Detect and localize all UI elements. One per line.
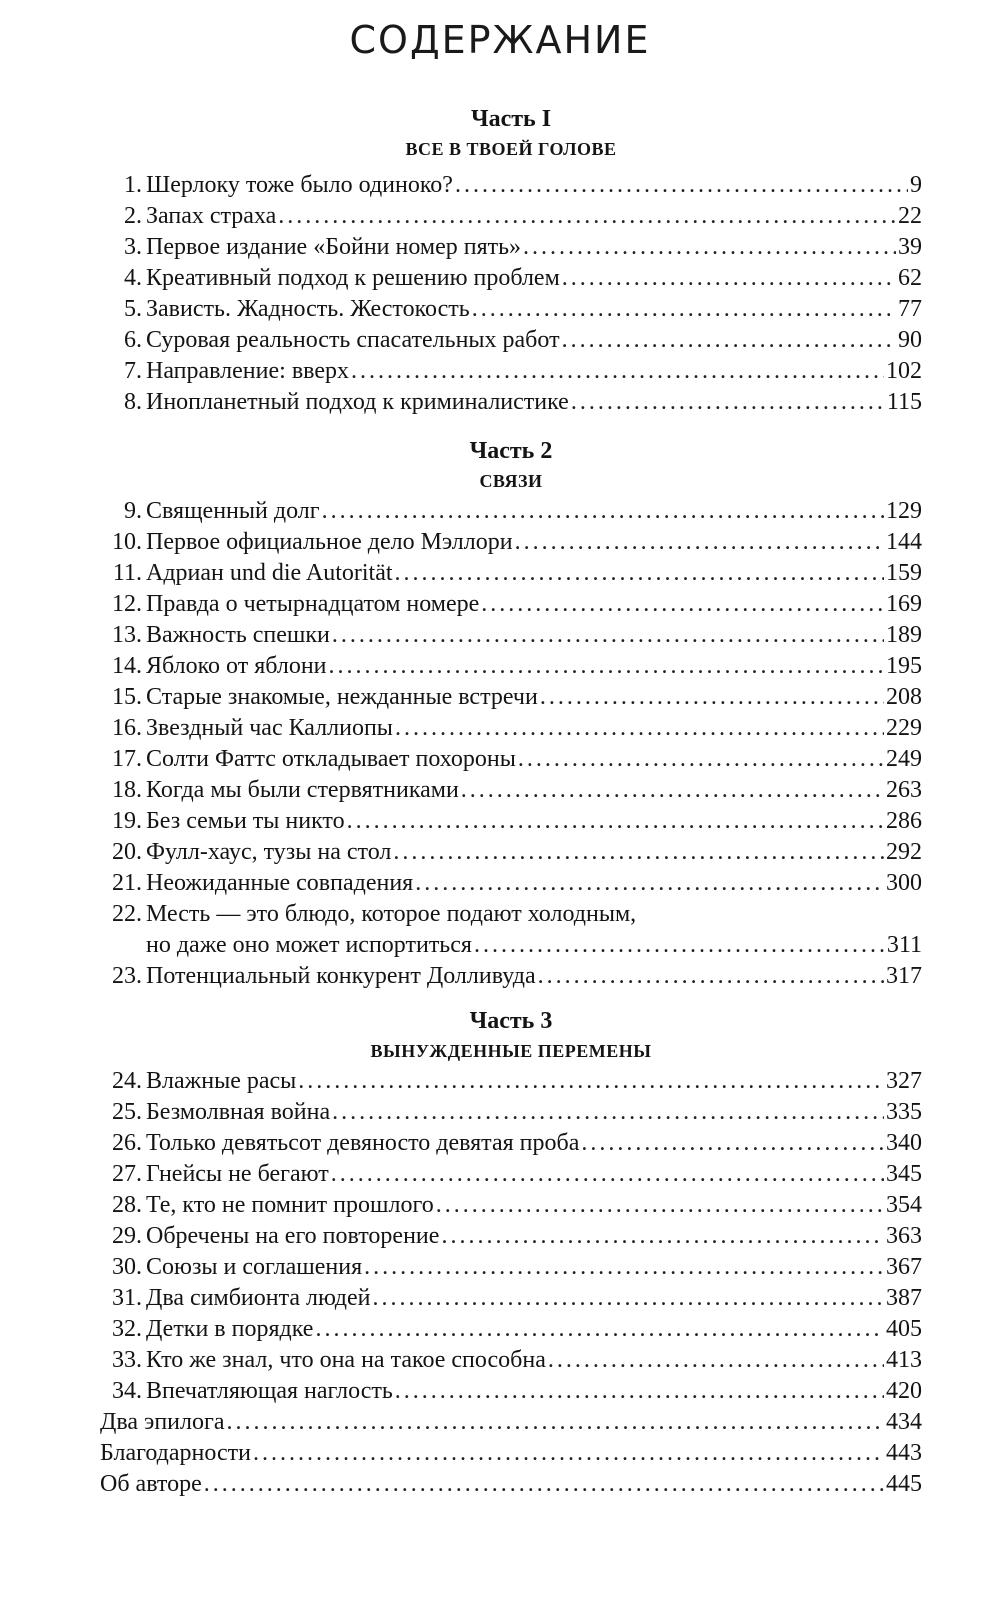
chapter-number: 33.: [112, 1347, 142, 1373]
toc-entry: [100, 1159, 922, 1190]
dot-leader: [332, 1097, 884, 1128]
chapter-number: 24.: [112, 1068, 142, 1094]
chapter-title: Фулл-хаус, тузы на стол: [146, 839, 392, 865]
page-number: 367: [886, 1254, 922, 1280]
chapter-title: Священный долг: [146, 498, 320, 524]
chapter-number: 26.: [112, 1130, 142, 1156]
chapter-number: 13.: [112, 622, 142, 648]
chapter-title: Месть — это блюдо, которое подают холодным,: [146, 901, 637, 927]
toc-entry: [100, 1283, 922, 1314]
chapter-number: 16.: [112, 715, 142, 741]
chapter-title: Направление: вверх: [146, 358, 349, 384]
chapter-title: Союзы и соглашения: [146, 1254, 363, 1280]
toc-entry: [100, 1314, 922, 1345]
chapter-number: 1.: [124, 172, 142, 198]
part-name: СВЯЗИ: [479, 471, 543, 491]
entry-body: [146, 589, 922, 620]
page-number: 420: [886, 1378, 922, 1404]
entry-body: [100, 1438, 922, 1469]
dot-leader: [393, 837, 884, 868]
entry-body: [146, 1345, 922, 1376]
chapter-number: 5.: [124, 296, 142, 322]
chapter-title: Первое издание «Бойни номер пять»: [146, 234, 522, 260]
part-label: Часть I: [470, 106, 552, 132]
page-number: 413: [886, 1347, 922, 1373]
chapter-title-cont: но даже оно может испортиться: [146, 932, 472, 958]
toc-entry: [100, 1252, 922, 1283]
chapter-title: Старые знакомые, нежданные встречи: [146, 684, 538, 710]
entry-body: [146, 1376, 922, 1407]
chapter-number: 3.: [124, 234, 142, 260]
toc-entry: [100, 868, 922, 899]
entry-body: [146, 682, 922, 713]
chapter-number: 17.: [112, 746, 142, 772]
toc-entry: [100, 899, 922, 961]
page-number: 195: [886, 653, 922, 679]
entry-body: [146, 1221, 922, 1252]
entry-last-line: [146, 930, 922, 961]
dot-leader: [548, 1345, 884, 1376]
toc-entry: [100, 1097, 922, 1128]
dot-leader: [562, 325, 896, 356]
chapter-number: 4.: [124, 265, 142, 291]
chapter-title: Звездный час Каллиопы: [146, 715, 393, 741]
chapter-number: 12.: [112, 591, 142, 617]
dot-leader: [204, 1469, 884, 1500]
page-number: 189: [886, 622, 922, 648]
chapter-title: Суровая реальность спасательных работ: [146, 327, 560, 353]
toc-entry: [100, 837, 922, 868]
chapter-title: Правда о четырнадцатом номере: [146, 591, 480, 617]
page-title: СОДЕРЖАНИЕ: [349, 18, 651, 62]
chapter-number: 30.: [112, 1254, 142, 1280]
dot-leader: [441, 1221, 884, 1252]
section-title: Благодарности: [100, 1440, 251, 1466]
part-name: ВСЕ В ТВОЕЙ ГОЛОВЕ: [405, 139, 617, 159]
entry-body: [146, 325, 922, 356]
dot-leader: [461, 775, 884, 806]
entry-body: [146, 806, 922, 837]
toc-entry: [100, 558, 922, 589]
chapter-title: Детки в порядке: [146, 1316, 314, 1342]
toc-entry: [100, 961, 922, 992]
toc-entry: [100, 170, 922, 201]
chapter-title: Потенциальный конкурент Долливуда: [146, 963, 536, 989]
page-number: 311: [886, 932, 922, 958]
toc-entry: [100, 496, 922, 527]
chapter-number: 8.: [124, 389, 142, 415]
entry-body: [146, 527, 922, 558]
chapter-title: Когда мы были стервятниками: [146, 777, 459, 803]
toc-entry: [100, 1438, 922, 1469]
chapter-number: 7.: [124, 358, 142, 384]
section-title: Два эпилога: [100, 1409, 225, 1435]
entry-body: [146, 1252, 922, 1283]
chapter-number: 14.: [112, 653, 142, 679]
chapter-title: Обречены на его повторение: [146, 1223, 440, 1249]
page-number: 77: [898, 296, 922, 322]
toc-entry: [100, 1128, 922, 1159]
chapter-list: [100, 1066, 922, 1407]
dot-leader: [395, 558, 884, 589]
toc-entry: [100, 1190, 922, 1221]
entry-body: [146, 170, 922, 201]
chapter-title: Адриан und die Autorität: [146, 560, 393, 586]
dot-leader: [455, 170, 908, 201]
entry-body: [146, 1097, 922, 1128]
dot-leader: [436, 1190, 884, 1221]
toc-entry: [100, 356, 922, 387]
chapter-number: 28.: [112, 1192, 142, 1218]
dot-leader: [253, 1438, 884, 1469]
entry-body: [146, 899, 922, 961]
toc-entry: [100, 232, 922, 263]
entry-body: [146, 775, 922, 806]
entry-body: [146, 651, 922, 682]
part-name: ВЫНУЖДЕННЫЕ ПЕРЕМЕНЫ: [370, 1041, 652, 1061]
entry-body: [146, 1128, 922, 1159]
dot-leader: [322, 496, 884, 527]
chapter-title: Солти Фаттс откладывает похороны: [146, 746, 516, 772]
page-number: 317: [886, 963, 922, 989]
chapter-number: 32.: [112, 1316, 142, 1342]
dot-leader: [227, 1407, 885, 1438]
page-number: 434: [886, 1409, 922, 1435]
page-number: 354: [886, 1192, 922, 1218]
chapter-number: 25.: [112, 1099, 142, 1125]
page-number: 129: [886, 498, 922, 524]
chapter-title: Кто же знал, что она на такое способна: [146, 1347, 546, 1373]
page-number: 62: [898, 265, 922, 291]
toc-entry: [100, 620, 922, 651]
dot-leader: [395, 713, 884, 744]
part-label: Часть 2: [469, 438, 553, 464]
chapter-list: [100, 170, 922, 418]
chapter-number: 21.: [112, 870, 142, 896]
page-number: 405: [886, 1316, 922, 1342]
toc-entry: [100, 775, 922, 806]
toc-entry: [100, 294, 922, 325]
chapter-number: 15.: [112, 684, 142, 710]
toc-entry: [100, 1407, 922, 1438]
page-number: 443: [886, 1440, 922, 1466]
entry-body: [146, 558, 922, 589]
chapter-number: 11.: [112, 560, 142, 586]
chapter-title: Запах страха: [146, 203, 277, 229]
dot-leader: [538, 961, 884, 992]
toc-entry: [100, 589, 922, 620]
part-header: [100, 104, 922, 164]
page-number: 335: [886, 1099, 922, 1125]
entry-body: [146, 620, 922, 651]
entry-body: [100, 1407, 922, 1438]
chapter-title: Гнейсы не бегают: [146, 1161, 329, 1187]
chapter-title: Первое официальное дело Мэллори: [146, 529, 513, 555]
chapter-number: 9.: [124, 498, 142, 524]
page-number: 340: [886, 1130, 922, 1156]
page-number: 169: [886, 591, 922, 617]
entry-body: [146, 868, 922, 899]
part-label: Часть 3: [469, 1008, 553, 1034]
chapter-title: Впечатляющая наглость: [146, 1378, 393, 1404]
chapter-list: [100, 496, 922, 992]
chapter-number: 6.: [124, 327, 142, 353]
chapter-number: 29.: [112, 1223, 142, 1249]
chapter-title: Шерлоку тоже было одиноко?: [146, 172, 453, 198]
chapter-number: 19.: [112, 808, 142, 834]
chapter-title: Зависть. Жадность. Жестокость: [146, 296, 470, 322]
page-number: 286: [886, 808, 922, 834]
entry-body: [146, 961, 922, 992]
dot-leader: [347, 806, 884, 837]
entry-body: [146, 713, 922, 744]
page-number: 39: [898, 234, 922, 260]
chapter-title: Инопланетный подход к криминалистике: [146, 389, 569, 415]
chapter-number: 22.: [112, 901, 142, 927]
toc-entry: [100, 201, 922, 232]
dot-leader: [315, 1314, 884, 1345]
toc-entry: [100, 325, 922, 356]
chapter-title: Те, кто не помнит прошлого: [146, 1192, 434, 1218]
toc-entry: [100, 682, 922, 713]
entry-body: [146, 263, 922, 294]
toc-entry: [100, 1469, 922, 1500]
dot-leader: [571, 387, 885, 418]
back-matter-list: [100, 1407, 922, 1500]
entry-body: [146, 1066, 922, 1097]
page-number: 229: [886, 715, 922, 741]
toc-entry: [100, 263, 922, 294]
entry-body: [146, 356, 922, 387]
entry-body: [146, 1283, 922, 1314]
page-number: 102: [886, 358, 922, 384]
dot-leader: [515, 527, 884, 558]
chapter-number: 27.: [112, 1161, 142, 1187]
page-number: 300: [886, 870, 922, 896]
dot-leader: [581, 1128, 884, 1159]
entry-body: [146, 496, 922, 527]
page-number: 363: [886, 1223, 922, 1249]
dot-leader: [351, 356, 884, 387]
entry-body: [146, 837, 922, 868]
page-number: 445: [886, 1471, 922, 1497]
page-number: 249: [886, 746, 922, 772]
entry-body: [146, 1190, 922, 1221]
dot-leader: [523, 232, 896, 263]
chapter-number: 10.: [112, 529, 142, 555]
page-number: 159: [886, 560, 922, 586]
dot-leader: [278, 201, 896, 232]
toc-entry: [100, 1376, 922, 1407]
chapter-title: Яблоко от яблони: [146, 653, 327, 679]
chapter-title: Безмолвная война: [146, 1099, 331, 1125]
chapter-title: Только девятьсот девяносто девятая проба: [146, 1130, 580, 1156]
dot-leader: [472, 294, 896, 325]
chapter-number: 2.: [124, 203, 142, 229]
dot-leader: [540, 682, 884, 713]
entry-body: [146, 1159, 922, 1190]
entry-body: [146, 387, 922, 418]
entry-body: [146, 744, 922, 775]
entry-body: [100, 1469, 922, 1500]
chapter-number: 18.: [112, 777, 142, 803]
page-number: 263: [886, 777, 922, 803]
chapter-title: Два симбионта людей: [146, 1285, 371, 1311]
toc-entry: [100, 387, 922, 418]
dot-leader: [364, 1252, 884, 1283]
toc-entry: [100, 806, 922, 837]
dot-leader: [415, 868, 884, 899]
dot-leader: [562, 263, 896, 294]
dot-leader: [298, 1066, 884, 1097]
part-header: [100, 436, 922, 496]
toc-entry: [100, 1345, 922, 1376]
dot-leader: [395, 1376, 884, 1407]
page-number: 387: [886, 1285, 922, 1311]
chapter-title: Неожиданные совпадения: [146, 870, 414, 896]
page-number: 208: [886, 684, 922, 710]
chapter-title: Без семьи ты никто: [146, 808, 345, 834]
chapter-number: 31.: [112, 1285, 142, 1311]
entry-body: [146, 201, 922, 232]
toc-entry: [100, 713, 922, 744]
dot-leader: [372, 1283, 884, 1314]
page-number: 327: [886, 1068, 922, 1094]
toc-entry: [100, 744, 922, 775]
dot-leader: [331, 1159, 884, 1190]
page-number: 22: [898, 203, 922, 229]
dot-leader: [474, 930, 885, 961]
dot-leader: [518, 744, 884, 775]
page-number: 9: [910, 172, 922, 198]
entry-wrap: [146, 899, 922, 961]
toc-entry: [100, 527, 922, 558]
chapter-number: 23.: [112, 963, 142, 989]
chapter-number: 20.: [112, 839, 142, 865]
page-number: 292: [886, 839, 922, 865]
part-header: [100, 1006, 922, 1066]
chapter-number: 34.: [112, 1378, 142, 1404]
toc-entry: [100, 651, 922, 682]
entry-body: [146, 294, 922, 325]
page-number: 90: [898, 327, 922, 353]
dot-leader: [332, 620, 884, 651]
toc-entry: [100, 1066, 922, 1097]
entry-body: [146, 1314, 922, 1345]
toc-entry: [100, 1221, 922, 1252]
chapter-title: Важность спешки: [146, 622, 330, 648]
section-title: Об авторе: [100, 1471, 202, 1497]
entry-body: [146, 232, 922, 263]
dot-leader: [329, 651, 884, 682]
page-number: 115: [886, 389, 922, 415]
chapter-title: Влажные расы: [146, 1068, 297, 1094]
chapter-title: Креативный подход к решению проблем: [146, 265, 560, 291]
page-number: 345: [886, 1161, 922, 1187]
page-number: 144: [886, 529, 922, 555]
dot-leader: [481, 589, 884, 620]
